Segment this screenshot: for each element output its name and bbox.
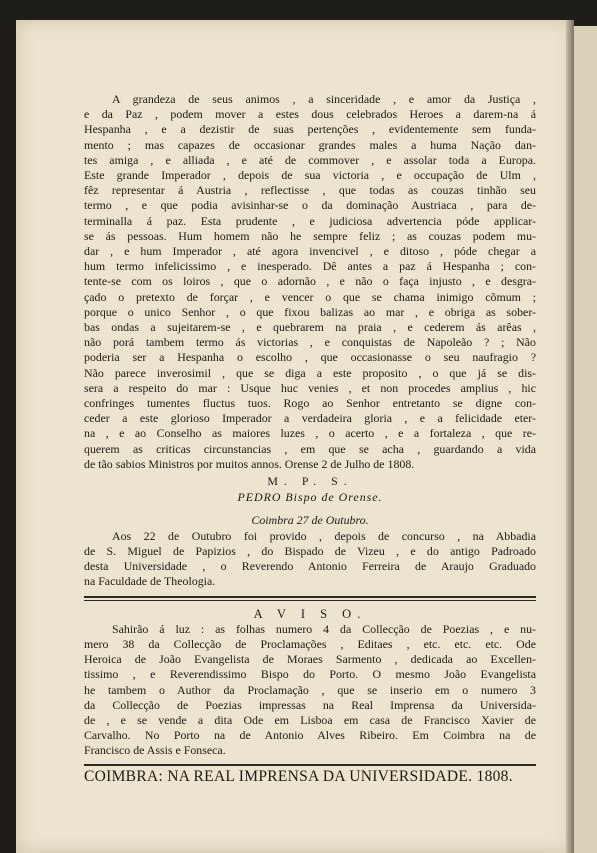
text-line: Não parece inverosimil , que se diga a este proposito , o que já se dis-: [84, 365, 536, 380]
text-line: Francisco de Assis e Fonseca.: [84, 743, 226, 758]
news-dateline: Coimbra 27 de Outubro.: [251, 513, 369, 528]
text-line: Aos 22 de Outubro foi provido , depois de concurso , na Abbadia: [112, 528, 536, 543]
text-line: fêz representar á Austria , reflectisse , que todas as couzas tinhão seu: [84, 183, 536, 198]
page-text: [84, 92, 536, 784]
text-line: sera a respeito do mar : Usque huc venies , et non procedes amplius , hic: [84, 380, 536, 395]
text-line: de , e se vende a dita Ode em Lisboa em casa de Francisco Xavier de: [84, 712, 536, 727]
text-line: na , e ao Conselho as maiores luzes , o acerto , e a fortaleza , que re-: [84, 426, 536, 441]
page-gutter: [566, 20, 574, 853]
footer-divider: [84, 764, 536, 766]
text-line: Este grande Imperador , depois de sua victoria , e occupação de Ulm ,: [84, 168, 536, 183]
signature-initials: M. P. S.: [267, 474, 353, 489]
text-line: bas ondas a sujeitarem-se , e quebrarem na praia , e cederem ás arêas ,: [84, 320, 536, 335]
text-line: Carvalho. No Porto na de Antonio Alves Ribeiro. Em Coimbra na de: [84, 728, 536, 743]
text-line: tente-se com os loiros , que o adornão , e não o faça injusto , e desgra-: [84, 274, 536, 289]
text-line: Heroica de João Evangelista de Moraes Sarmento , dedicada ao Excellen-: [84, 652, 536, 667]
text-line: A grandeza de seus animos , a sinceridade , e amor da Justiça ,: [112, 92, 536, 106]
text-line: de tão sabios Ministros por muitos annos. Orense 2 de Julho de 1808.: [84, 456, 415, 471]
text-line: termo , e que podia avisinhar-se o da dominação Austriaca , para de-: [84, 198, 536, 213]
text-line: querem as criticas circunstancias , em que se acha , guardando a vida: [84, 441, 536, 456]
text-line: dar , e hum Imperador , até agora invencivel , e ditoso , póde chegar a: [84, 244, 536, 259]
text-line: da Collecção de Poezias impressas na Real Imprensa da Universida-: [84, 697, 536, 712]
text-line: ceder a este glorioso Imperador a verdadeira gloria , e a felicidade eter-: [84, 411, 536, 426]
text-line: Hespanha , e a dezistir de suas pertenções , evidentemente sem funda-: [84, 122, 536, 137]
text-line: tes amiga , e alliada , e até de commover , e assolar toda a Europa.: [84, 152, 536, 167]
aviso-heading: A V I S O.: [253, 606, 367, 621]
text-line: porque o unico Senhor , o que fixou balizas ao mar , e obriga as sober-: [84, 304, 536, 319]
text-line: de S. Miguel de Papizios , do Bispado de Vizeu , e do antigo Padroado: [84, 543, 536, 558]
section-divider: [84, 596, 536, 601]
text-line: he tambem o Author da Proclamação , que se inserio em o numero 3: [84, 682, 536, 697]
text-line: não porá tambem termo ás victorias , e conquistas de Napoleão ? ; Não: [84, 335, 536, 350]
text-line: desta Universidade , o Reverendo Antonio Ferreira de Araujo Graduado: [84, 559, 536, 574]
text-line: mento ; mas capazes de occasionar grandes males a huma Nação dan-: [84, 137, 536, 152]
text-line: tissimo , e Reverendissimo Bispo do Porto. O mesmo João Evangelista: [84, 667, 536, 682]
text-line: Sahirão á luz : as folhas numero 4 da Collecção de Poezias , e nu-: [112, 621, 536, 636]
aviso-paragraph: [84, 622, 536, 759]
text-line: na Faculdade de Theologia.: [84, 574, 216, 589]
letter-paragraph: [84, 92, 536, 472]
text-line: poderia ser a Hespanha o escolho , que occasionasse o seu naufragio ?: [84, 350, 536, 365]
text-line: hum termo infelicissimo , e inesperado. Dê antes a paz á Hespanha ; con-: [84, 259, 536, 274]
news-paragraph: [84, 529, 536, 590]
imprint-footer: COIMBRA: NA REAL IMPRENSA DA UNIVERSIDADE. 1808.: [84, 767, 513, 785]
signature-name: PEDRO Bispo de Orense.: [237, 490, 383, 505]
facing-page-edge: [572, 26, 597, 853]
text-line: confringes tumentes fluctus tuos. Rogo ao Senhor entretanto se digne con-: [84, 396, 536, 411]
text-line: terminalla á paz. Esta prudente , e judiciosa advertencia póde applicar-: [84, 213, 536, 228]
text-line: mero 38 da Collecção de Proclamações , Editaes , etc. etc. etc. Ode: [84, 636, 536, 651]
text-line: çado o pretexto de forçar , e vencer o que se chama inimigo cõmum ;: [84, 289, 536, 304]
text-line: se ás pessoas. Hum homem não he sempre feliz ; as couzas podem mu-: [84, 228, 536, 243]
text-line: e da Paz , podem mover a estes dous celebrados Heroes a darem-na á: [84, 107, 536, 122]
